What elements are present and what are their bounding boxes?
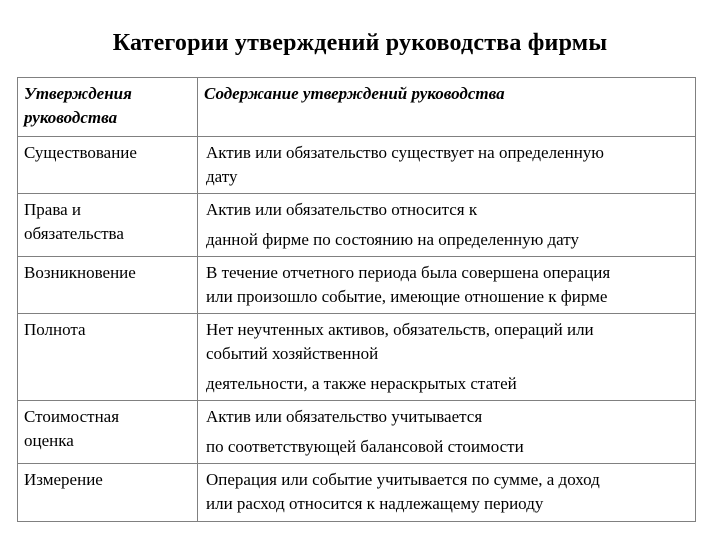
category-cell xyxy=(18,314,198,401)
category-line: оценка xyxy=(24,431,74,450)
content-line: Операция или событие учитывается по сумме, а доход xyxy=(206,470,600,489)
page-title: Категории утверждений руководства фирмы xyxy=(112,30,608,56)
content-line: В течение отчетного периода была совершена операция xyxy=(206,263,611,282)
category-line: Полнота xyxy=(24,320,86,339)
content-line: или произошло событие, имеющие отношение к фирме xyxy=(206,287,608,306)
content-cell xyxy=(198,314,696,401)
category-line: обязательства xyxy=(24,224,124,243)
category-line: Права и xyxy=(24,200,82,219)
header-assertions-line: руководства xyxy=(24,108,118,127)
table-row xyxy=(18,257,696,314)
category-cell xyxy=(18,464,198,522)
content-line: или расход относится к надлежащему периоду xyxy=(206,494,544,513)
content-line: Актив или обязательство относится к xyxy=(206,200,478,219)
header-content-line: Содержание утверждений руководства xyxy=(204,84,505,103)
content-line: Нет неучтенных активов, обязательств, операций или xyxy=(206,320,594,339)
category-cell xyxy=(18,401,198,464)
table-row xyxy=(18,194,696,257)
category-line: Стоимостная xyxy=(24,407,120,426)
table-header-row xyxy=(18,78,696,137)
content-cell xyxy=(198,194,696,257)
content-line: дату xyxy=(206,167,238,186)
content-line: Актив или обязательство учитывается xyxy=(206,407,483,426)
header-assertions-line: Утверждения xyxy=(24,84,132,103)
table-row xyxy=(18,401,696,464)
content-line: по соответствующей балансовой стоимости xyxy=(206,437,524,456)
content-cell xyxy=(198,401,696,464)
header-content xyxy=(198,78,696,137)
table-row xyxy=(18,464,696,522)
header-assertions xyxy=(18,78,198,137)
table-row xyxy=(18,137,696,194)
category-line: Измерение xyxy=(24,470,103,489)
content-cell xyxy=(198,137,696,194)
assertions-table xyxy=(17,77,696,522)
table-row xyxy=(18,314,696,401)
content-line: Актив или обязательство существует на определенную xyxy=(206,143,604,162)
content-line: данной фирме по состоянию на определенную дату xyxy=(206,230,579,249)
category-line: Возникновение xyxy=(24,263,136,282)
content-cell xyxy=(198,257,696,314)
category-cell xyxy=(18,137,198,194)
category-cell xyxy=(18,194,198,257)
category-cell xyxy=(18,257,198,314)
category-line: Существование xyxy=(24,143,137,162)
content-cell xyxy=(198,464,696,522)
content-line: деятельности, а также нераскрытых статей xyxy=(206,374,517,393)
content-line: событий хозяйственной xyxy=(206,344,379,363)
